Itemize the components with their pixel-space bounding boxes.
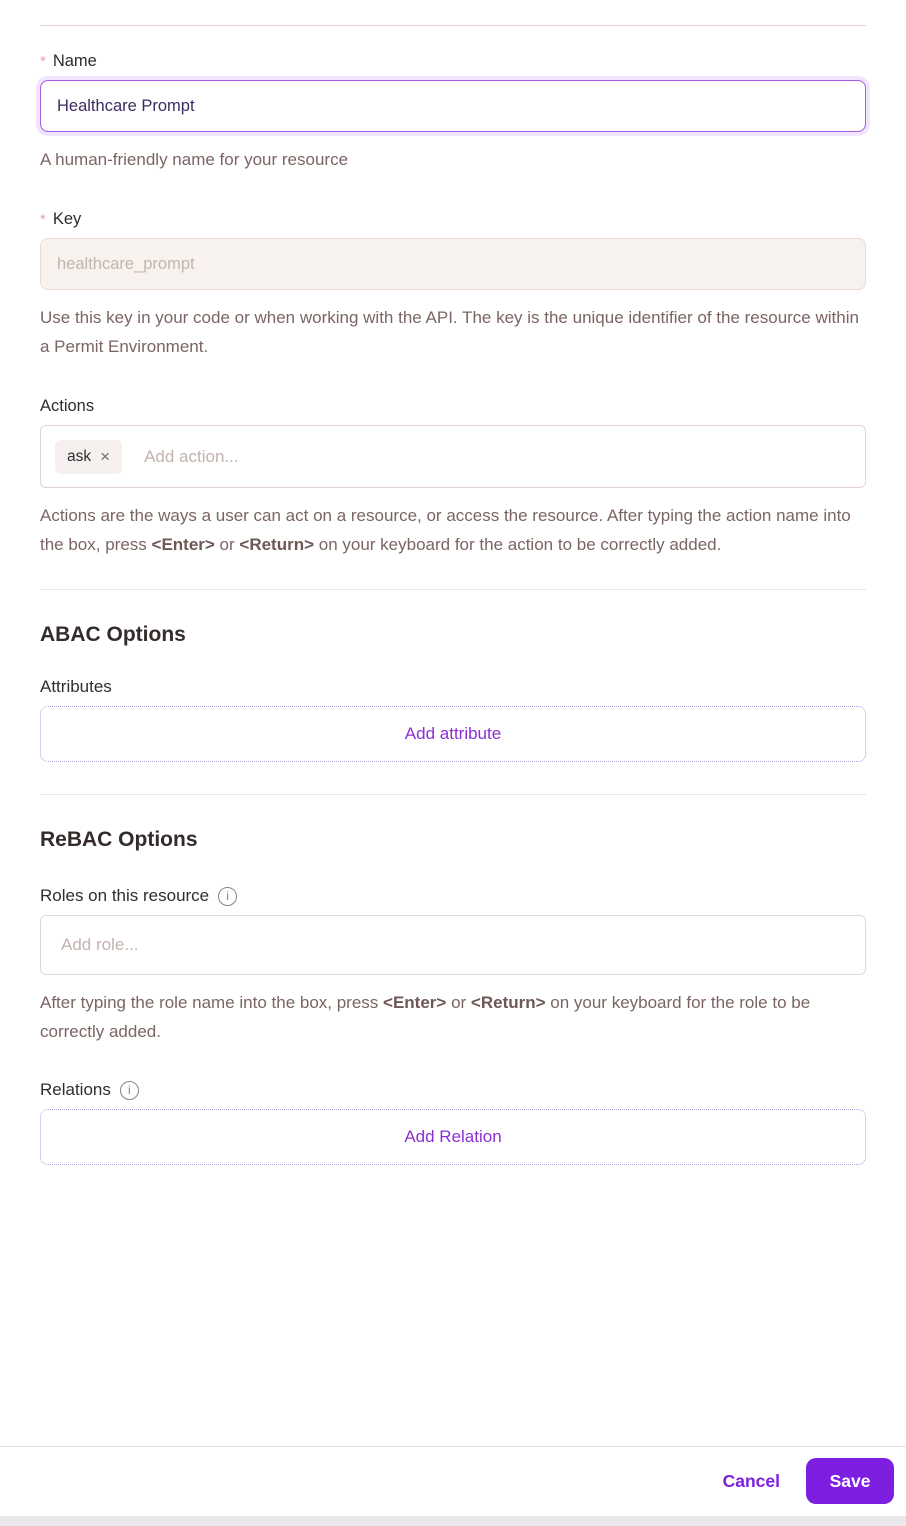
actions-help-part: Actions are the ways a user can act on a resource, or access the resource. After typing the action name into the box, press bbox=[40, 506, 851, 554]
add-relation-button[interactable]: Add Relation bbox=[40, 1109, 866, 1165]
add-action-input[interactable] bbox=[144, 447, 851, 467]
actions-label bbox=[40, 397, 866, 416]
rebac-options-heading: ReBAC Options bbox=[40, 828, 198, 851]
abac-section-divider bbox=[40, 589, 866, 590]
name-field-group bbox=[40, 52, 866, 174]
actions-field-group bbox=[40, 397, 866, 559]
actions-help-part: or bbox=[214, 535, 240, 554]
relations-label-text: Relations bbox=[40, 1080, 111, 1099]
enter-key-hint: <Enter> bbox=[151, 535, 215, 554]
roles-help-part: After typing the role name into the box, press bbox=[40, 993, 384, 1012]
action-tag-label: ask bbox=[67, 447, 92, 465]
name-label-text: Name bbox=[52, 52, 97, 70]
relations-label bbox=[40, 1080, 866, 1100]
name-input[interactable] bbox=[40, 80, 866, 132]
key-label bbox=[40, 210, 866, 229]
top-divider bbox=[40, 25, 866, 26]
cancel-button[interactable]: Cancel bbox=[722, 1470, 780, 1491]
required-asterisk: * bbox=[40, 53, 46, 70]
name-help-text: A human-friendly name for your resource bbox=[40, 150, 349, 169]
roles-help-text bbox=[40, 988, 866, 1046]
actions-help-text bbox=[40, 501, 866, 559]
name-label bbox=[40, 52, 866, 71]
roles-help-part: on your keyboard for the role to be correctly added. bbox=[40, 993, 811, 1041]
abac-options-heading: ABAC Options bbox=[40, 623, 186, 646]
remove-tag-icon[interactable]: × bbox=[100, 447, 111, 466]
roles-label-text: Roles on this resource bbox=[40, 886, 210, 905]
info-icon[interactable]: i bbox=[218, 887, 237, 906]
required-asterisk: * bbox=[40, 211, 46, 228]
key-help-text: Use this key in your code or when working with the API. The key is the unique identifier of the resource within a Permit Environment. bbox=[40, 308, 859, 356]
roles-help-part: or bbox=[446, 993, 471, 1012]
info-icon[interactable]: i bbox=[120, 1081, 139, 1100]
save-button[interactable]: Save bbox=[806, 1458, 894, 1504]
key-field-group bbox=[40, 210, 866, 361]
roles-label bbox=[40, 886, 866, 906]
add-role-input[interactable] bbox=[40, 915, 866, 975]
key-input[interactable] bbox=[40, 238, 866, 290]
actions-tag-box[interactable] bbox=[40, 425, 866, 488]
action-tag bbox=[55, 440, 122, 474]
form-footer bbox=[0, 1446, 906, 1516]
add-attribute-button[interactable]: Add attribute bbox=[40, 706, 866, 762]
actions-label-text: Actions bbox=[40, 397, 95, 415]
page-background-strip bbox=[0, 1516, 906, 1526]
actions-help-part: on your keyboard for the action to be correctly added. bbox=[314, 535, 722, 554]
attributes-label-text: Attributes bbox=[40, 677, 112, 696]
return-key-hint: <Return> bbox=[470, 993, 546, 1012]
enter-key-hint: <Enter> bbox=[383, 993, 447, 1012]
key-label-text: Key bbox=[52, 210, 82, 228]
rebac-section-divider bbox=[40, 794, 866, 795]
attributes-label bbox=[40, 677, 866, 697]
return-key-hint: <Return> bbox=[239, 535, 315, 554]
